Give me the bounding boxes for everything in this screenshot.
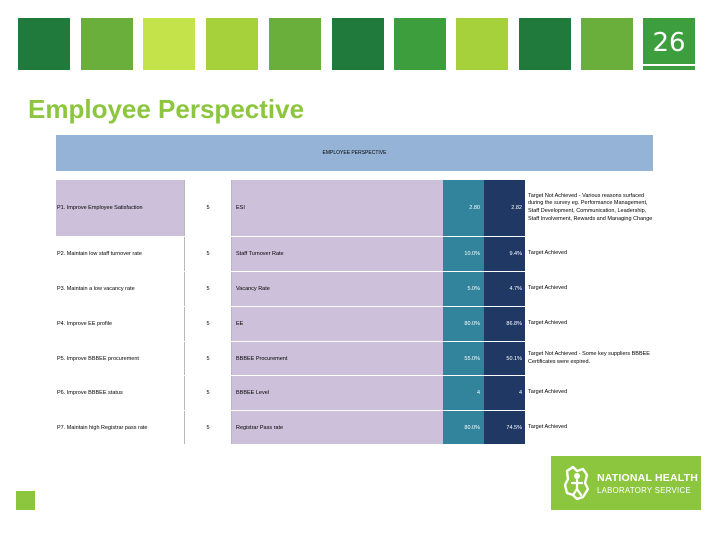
actual-cell: 74.5% [484, 411, 525, 444]
comment-cell: Target Achieved [525, 307, 653, 341]
table-header: EMPLOYEE PERSPECTIVE [56, 135, 653, 171]
decor-square-4 [206, 18, 258, 70]
actual-cell: 4 [484, 376, 525, 410]
slide-number: 26 [643, 18, 695, 70]
comment-cell: Target Achieved [525, 237, 653, 271]
weight-cell: 5 [184, 411, 232, 444]
logo-line-1: NATIONAL HEALTH [597, 471, 698, 484]
kpi-cell: ESI [232, 180, 443, 236]
kpi-cell: Staff Turnover Rate [232, 237, 443, 271]
comment-cell: Target Achieved [525, 376, 653, 410]
decor-square-7 [394, 18, 446, 70]
objective-cell: P2. Maintain low staff turnover rate [57, 251, 142, 257]
kpi-cell: BBBEE Procurement [232, 342, 443, 375]
decor-square-6 [332, 18, 384, 70]
table-row [56, 307, 653, 341]
page-title: Employee Perspective [28, 94, 305, 124]
comment-cell: Target Achieved [525, 411, 653, 444]
weight-cell: 5 [184, 237, 232, 271]
decor-square-8 [456, 18, 508, 70]
objective-cell: P4. Improve EE profile [57, 321, 113, 327]
kpi-cell: BBBEE Level [232, 376, 443, 410]
objective-cell: P3. Maintain a low vacancy rate [57, 286, 135, 292]
table-row [56, 237, 653, 271]
decor-square-9 [519, 18, 571, 70]
kpi-cell: Registrar Pass rate [232, 411, 443, 444]
slide-number-underline [643, 64, 695, 66]
decor-square-2 [81, 18, 133, 70]
objective-cell: P5. Improve BBBEE procurement [57, 355, 139, 362]
actual-cell: 50.1% [484, 342, 525, 375]
objective-cell: P7. Maintain high Registrar pass rate [57, 424, 148, 431]
weight-cell: 5 [184, 307, 232, 341]
weight-cell: 5 [184, 342, 232, 375]
table-row [56, 376, 653, 410]
target-cell: 5.0% [443, 272, 484, 306]
actual-cell: 9.4% [484, 237, 525, 271]
target-cell: 4 [443, 376, 484, 410]
decor-square-10 [581, 18, 633, 70]
map-figure-icon [561, 463, 591, 503]
decor-square-3 [143, 18, 195, 70]
objective-cell: P6. Improve BBBEE status [57, 390, 123, 396]
decor-square-1 [18, 18, 70, 70]
table-row [56, 180, 653, 236]
table-row [56, 411, 653, 444]
comment-cell: Target Achieved [525, 272, 653, 306]
table-row [56, 342, 653, 375]
comment-cell: Target Not Achieved - Some key suppliers BBBEE Certificates were expired. [525, 342, 653, 375]
table-row [56, 272, 653, 306]
nhls-logo [551, 456, 701, 510]
kpi-cell: Vacancy Rate [232, 272, 443, 306]
weight-cell: 5 [184, 180, 232, 236]
target-cell: 80.0% [443, 411, 484, 444]
weight-cell: 5 [184, 272, 232, 306]
decor-square-5 [269, 18, 321, 70]
decor-square-footer [16, 491, 35, 510]
target-cell: 55.0% [443, 342, 484, 375]
kpi-cell: EE [232, 307, 443, 341]
weight-cell: 5 [184, 376, 232, 410]
target-cell: 80.0% [443, 307, 484, 341]
comment-cell: Target Not Achieved - Various reasons surfaced during the survey eg. Performance Management, Staff Development, Communication, Leadership, Staff Involvement, Rewards and Managing Change [525, 180, 653, 236]
actual-cell: 86.8% [484, 307, 525, 341]
target-cell: 10.0% [443, 237, 484, 271]
objective-cell: P1. Improve Employee Satisfaction [56, 180, 184, 236]
target-cell: 2.80 [443, 180, 484, 236]
actual-cell: 4.7% [484, 272, 525, 306]
logo-line-2: LABORATORY SERVICE [597, 485, 691, 495]
actual-cell: 2.82 [484, 180, 525, 236]
